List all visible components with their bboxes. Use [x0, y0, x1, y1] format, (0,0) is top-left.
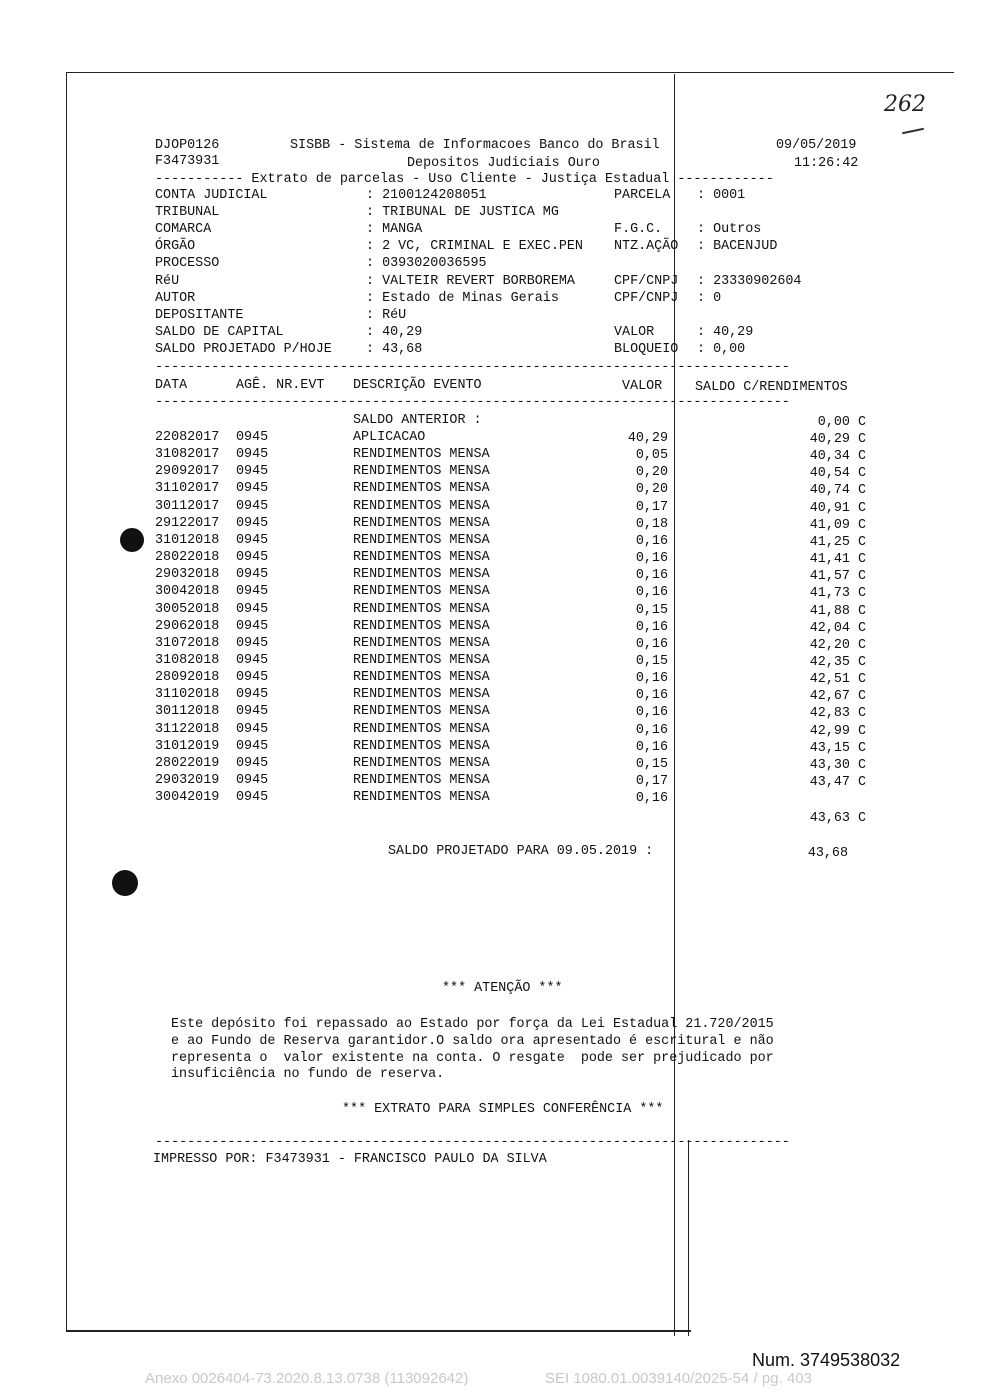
row-agencia: 0945	[236, 687, 269, 702]
field-value: : Estado de Minas Gerais	[366, 291, 559, 306]
row-saldo: 41,73 C	[809, 586, 866, 601]
row-saldo: 40,29 C	[809, 432, 866, 447]
row-valor: 0,15	[635, 757, 668, 772]
row-date: 29032019	[155, 773, 220, 788]
page-frame-bottom	[66, 1330, 691, 1332]
row-description: RENDIMENTOS MENSA	[353, 636, 490, 651]
row-description: RENDIMENTOS MENSA	[353, 481, 490, 496]
field-right-value: : BACENJUD	[697, 239, 778, 254]
separator-bottom: -------------------------------------------------------------------------------	[155, 1135, 790, 1150]
row-agencia: 0945	[236, 430, 269, 445]
field-value: : MANGA	[366, 222, 423, 237]
row-agencia: 0945	[236, 567, 269, 582]
row-description: RENDIMENTOS MENSA	[353, 533, 490, 548]
row-valor: 0,15	[635, 654, 668, 669]
report-time: 11:26:42	[794, 156, 859, 171]
row-valor: 0,16	[635, 534, 668, 549]
handwritten-page-number: 262	[884, 92, 926, 117]
row-saldo: 40,74 C	[809, 483, 866, 498]
row-saldo: 41,88 C	[809, 604, 866, 619]
field-right-label: VALOR	[614, 325, 655, 340]
row-description: RENDIMENTOS MENSA	[353, 687, 490, 702]
row-date: 30112017	[155, 499, 220, 514]
row-agencia: 0945	[236, 602, 269, 617]
separator-header: -------------------------------------------------------------------------------	[155, 395, 790, 410]
field-right-label: CPF/CNPJ	[614, 274, 679, 289]
footer-sei: SEI 1080.01.0039140/2025-54 / pg. 403	[545, 1370, 812, 1387]
row-valor: 0,16	[635, 620, 668, 635]
row-date: 28022018	[155, 550, 220, 565]
row-date: 31072018	[155, 636, 220, 651]
row-saldo: 40,34 C	[809, 449, 866, 464]
field-right-value: : 0001	[697, 188, 746, 203]
attention-title: *** ATENÇÃO ***	[442, 981, 563, 996]
field-value: : 2 VC, CRIMINAL E EXEC.PEN	[366, 239, 583, 254]
row-saldo: 41,41 C	[809, 552, 866, 567]
row-date: 31122018	[155, 722, 220, 737]
row-saldo: 42,83 C	[809, 706, 866, 721]
row-valor: 0,16	[635, 585, 668, 600]
field-value: : 43,68	[366, 342, 423, 357]
field-label: TRIBUNAL	[155, 205, 220, 220]
field-right-label: CPF/CNPJ	[614, 291, 679, 306]
row-agencia: 0945	[236, 464, 269, 479]
field-label: CONTA JUDICIAL	[155, 188, 268, 203]
projected-balance-value: 43,68	[807, 846, 848, 861]
row-date: 31012018	[155, 533, 220, 548]
row-valor: 0,17	[635, 774, 668, 789]
row-saldo: 42,20 C	[809, 638, 866, 653]
row-agencia: 0945	[236, 481, 269, 496]
field-label: AUTOR	[155, 291, 196, 306]
report-title: ----------- Extrato de parcelas - Uso Cliente - Justiça Estadual ------------	[155, 172, 774, 187]
row-date: 30042019	[155, 790, 220, 805]
projected-balance-label: SALDO PROJETADO PARA 09.05.2019 :	[388, 844, 654, 859]
row-saldo: 41,25 C	[809, 535, 866, 550]
handwritten-mark	[902, 128, 924, 135]
row-description: RENDIMENTOS MENSA	[353, 756, 490, 771]
row-valor: 0,16	[635, 723, 668, 738]
row-date: 31082017	[155, 447, 220, 462]
row-valor: 0,18	[635, 517, 668, 532]
row-agencia: 0945	[236, 756, 269, 771]
row-saldo: 41,09 C	[809, 518, 866, 533]
row-date: 31102018	[155, 687, 220, 702]
conference-note: *** EXTRATO PARA SIMPLES CONFERÊNCIA ***	[342, 1102, 664, 1117]
row-description: RENDIMENTOS MENSA	[353, 773, 490, 788]
row-saldo: 42,35 C	[809, 655, 866, 670]
row-saldo: 41,57 C	[809, 569, 866, 584]
field-label: PROCESSO	[155, 256, 220, 271]
attention-line-3: representa o valor existente na conta. O resgate pode ser prejudicado por	[171, 1051, 774, 1066]
saldo-anterior-label: SALDO ANTERIOR :	[353, 413, 482, 428]
row-saldo: 43,30 C	[809, 758, 866, 773]
col-saldo: SALDO C/RENDIMENTOS	[695, 380, 848, 395]
row-date: 30112018	[155, 704, 220, 719]
row-valor: 0,16	[635, 740, 668, 755]
row-description: RENDIMENTOS MENSA	[353, 619, 490, 634]
field-right-value: : 40,29	[697, 325, 754, 340]
row-description: RENDIMENTOS MENSA	[353, 653, 490, 668]
row-valor: 0,15	[635, 603, 668, 618]
field-right-label: NTZ.AÇÃO	[614, 239, 679, 254]
document-number: Num. 3749538032	[752, 1350, 901, 1370]
row-description: RENDIMENTOS MENSA	[353, 722, 490, 737]
col-data: DATA	[155, 378, 188, 393]
final-saldo: 43,63 C	[809, 811, 866, 826]
row-valor: 0,16	[635, 671, 668, 686]
row-agencia: 0945	[236, 722, 269, 737]
row-agencia: 0945	[236, 636, 269, 651]
row-valor: 0,16	[635, 568, 668, 583]
field-value: : 2100124208051	[366, 188, 487, 203]
field-label: SALDO PROJETADO P/HOJE	[155, 342, 332, 357]
row-description: RENDIMENTOS MENSA	[353, 670, 490, 685]
punch-hole-lower	[112, 870, 138, 896]
row-saldo: 40,91 C	[809, 501, 866, 516]
row-agencia: 0945	[236, 619, 269, 634]
report-subtitle: Depositos Judiciais Ouro	[407, 156, 600, 171]
row-valor: 0,16	[635, 551, 668, 566]
attention-line-1: Este depósito foi repassado ao Estado por força da Lei Estadual 21.720/2015	[171, 1017, 774, 1032]
row-saldo: 40,54 C	[809, 466, 866, 481]
row-description: RENDIMENTOS MENSA	[353, 550, 490, 565]
row-description: RENDIMENTOS MENSA	[353, 584, 490, 599]
row-description: RENDIMENTOS MENSA	[353, 739, 490, 754]
report-date: 09/05/2019	[776, 138, 857, 153]
row-valor: 40,29	[627, 431, 668, 446]
row-date: 30042018	[155, 584, 220, 599]
row-description: RENDIMENTOS MENSA	[353, 447, 490, 462]
row-saldo: 42,04 C	[809, 621, 866, 636]
row-agencia: 0945	[236, 447, 269, 462]
row-description: RENDIMENTOS MENSA	[353, 602, 490, 617]
row-date: 30052018	[155, 602, 220, 617]
field-value: : TRIBUNAL DE JUSTICA MG	[366, 205, 559, 220]
row-valor: 0,16	[635, 791, 668, 806]
row-agencia: 0945	[236, 516, 269, 531]
system-name: SISBB - Sistema de Informacoes Banco do Brasil	[290, 138, 660, 153]
scan-fold-line-lower	[688, 1140, 689, 1336]
field-right-label: F.G.C.	[614, 222, 663, 237]
field-label: SALDO DE CAPITAL	[155, 325, 284, 340]
row-date: 29092017	[155, 464, 220, 479]
field-value: : RéU	[366, 308, 407, 323]
page-frame-top	[66, 72, 954, 73]
row-date: 28092018	[155, 670, 220, 685]
field-label: RéU	[155, 274, 180, 289]
row-saldo: 43,47 C	[809, 775, 866, 790]
row-valor: 0,05	[635, 448, 668, 463]
field-right-value: : 0,00	[697, 342, 746, 357]
row-description: RENDIMENTOS MENSA	[353, 516, 490, 531]
col-descricao: DESCRIÇÃO EVENTO	[353, 378, 482, 393]
row-saldo: 42,51 C	[809, 672, 866, 687]
row-date: 31012019	[155, 739, 220, 754]
field-value: : 0393020036595	[366, 256, 487, 271]
separator-top: -------------------------------------------------------------------------------	[155, 360, 790, 375]
row-agencia: 0945	[236, 790, 269, 805]
field-label: DEPOSITANTE	[155, 308, 244, 323]
row-date: 28022019	[155, 756, 220, 771]
row-valor: 0,20	[635, 482, 668, 497]
row-agencia: 0945	[236, 739, 269, 754]
row-date: 22082017	[155, 430, 220, 445]
row-saldo: 43,15 C	[809, 741, 866, 756]
saldo-anterior-value: 0,00 C	[817, 415, 866, 430]
page-frame-left	[66, 72, 67, 1332]
field-value: : 40,29	[366, 325, 423, 340]
col-agencia: AGÊ. NR.EVT	[236, 378, 325, 393]
attention-line-2: e ao Fundo de Reserva garantidor.O saldo ora apresentado é escritural e não	[171, 1034, 774, 1049]
field-right-value: : Outros	[697, 222, 762, 237]
row-description: RENDIMENTOS MENSA	[353, 790, 490, 805]
row-date: 31082018	[155, 653, 220, 668]
row-valor: 0,16	[635, 705, 668, 720]
printed-by: IMPRESSO POR: F3473931 - FRANCISCO PAULO DA SILVA	[153, 1152, 547, 1167]
attention-line-4: insuficiência no fundo de reserva.	[171, 1067, 445, 1082]
row-valor: 0,16	[635, 637, 668, 652]
row-date: 29062018	[155, 619, 220, 634]
row-agencia: 0945	[236, 533, 269, 548]
col-valor: VALOR	[622, 379, 663, 394]
row-description: RENDIMENTOS MENSA	[353, 464, 490, 479]
row-date: 31102017	[155, 481, 220, 496]
row-agencia: 0945	[236, 670, 269, 685]
field-label: COMARCA	[155, 222, 212, 237]
row-description: RENDIMENTOS MENSA	[353, 704, 490, 719]
field-right-label: BLOQUEIO	[614, 342, 679, 357]
row-valor: 0,16	[635, 688, 668, 703]
row-agencia: 0945	[236, 499, 269, 514]
user-id: F3473931	[155, 154, 220, 169]
row-description: RENDIMENTOS MENSA	[353, 499, 490, 514]
row-date: 29032018	[155, 567, 220, 582]
row-saldo: 42,67 C	[809, 689, 866, 704]
row-date: 29122017	[155, 516, 220, 531]
report-code: DJOP0126	[155, 138, 220, 153]
footer-annex: Anexo 0026404-73.2020.8.13.0738 (113092642)	[145, 1370, 469, 1387]
row-saldo: 42,99 C	[809, 724, 866, 739]
row-description: APLICACAO	[353, 430, 426, 445]
row-valor: 0,20	[635, 465, 668, 480]
row-valor: 0,17	[635, 500, 668, 515]
row-description: RENDIMENTOS MENSA	[353, 567, 490, 582]
field-right-label: PARCELA	[614, 188, 671, 203]
field-right-value: : 0	[697, 291, 722, 306]
row-agencia: 0945	[236, 773, 269, 788]
field-label: ÓRGÃO	[155, 239, 196, 254]
row-agencia: 0945	[236, 550, 269, 565]
row-agencia: 0945	[236, 704, 269, 719]
field-right-value: : 23330902604	[697, 274, 802, 289]
field-value: : VALTEIR REVERT BORBOREMA	[366, 274, 575, 289]
row-agencia: 0945	[236, 653, 269, 668]
punch-hole-upper	[120, 528, 144, 552]
row-agencia: 0945	[236, 584, 269, 599]
